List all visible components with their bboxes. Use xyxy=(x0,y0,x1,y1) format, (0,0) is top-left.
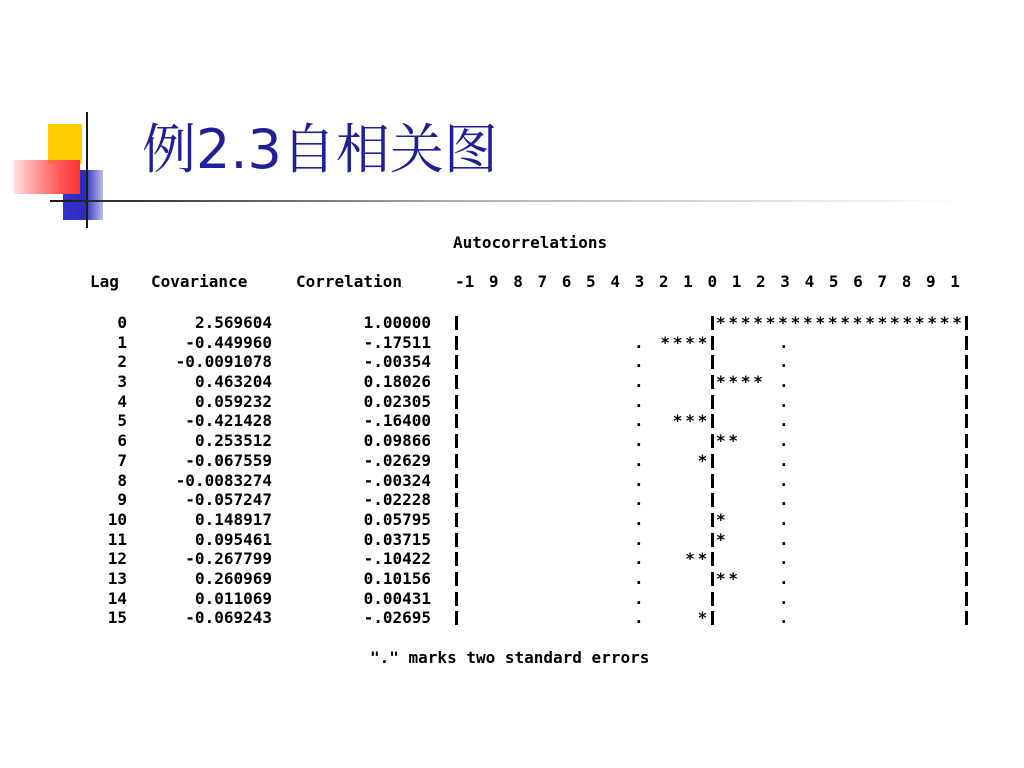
correlation-bar xyxy=(455,608,975,628)
correlation-stars: **** xyxy=(660,332,711,352)
scale-right-edge xyxy=(965,454,968,468)
upper-se-marker: . xyxy=(779,372,789,392)
upper-se-marker: . xyxy=(779,490,789,510)
lag-cell: 7 xyxy=(117,450,127,470)
correlation-bar xyxy=(455,313,975,333)
scale-left-edge xyxy=(455,552,458,566)
upper-se-marker: . xyxy=(779,529,789,549)
lag-cell: 13 xyxy=(107,568,127,588)
zero-line xyxy=(711,375,714,389)
zero-line xyxy=(711,592,714,606)
scale-right-edge xyxy=(965,611,968,625)
correlation-bar xyxy=(455,372,975,392)
scale-left-edge xyxy=(455,414,458,428)
scale-left-edge xyxy=(455,336,458,350)
lower-se-marker: . xyxy=(634,490,644,510)
zero-line xyxy=(711,572,714,586)
scale-left-edge xyxy=(455,533,458,547)
covariance-cell: -0.421428 xyxy=(185,411,272,431)
scale-tick: 4 xyxy=(804,272,815,291)
scale-right-edge xyxy=(965,493,968,507)
correlation-stars: **** xyxy=(716,372,766,392)
correlation-bar xyxy=(455,549,975,569)
zero-line xyxy=(711,355,714,369)
lag-cell: 6 xyxy=(117,431,127,451)
slide-title: 例2.3自相关图 xyxy=(142,118,498,181)
lag-cell: 8 xyxy=(117,470,127,490)
zero-line xyxy=(711,454,714,468)
zero-line xyxy=(711,611,714,625)
lower-se-marker: . xyxy=(634,608,644,628)
lower-se-marker: . xyxy=(634,372,644,392)
correlation-scale xyxy=(455,272,960,291)
lag-cell: 2 xyxy=(117,352,127,372)
zero-line xyxy=(711,395,714,409)
lower-se-marker: . xyxy=(634,352,644,372)
lag-cell: 10 xyxy=(107,509,127,529)
lower-se-marker: . xyxy=(634,332,644,352)
table-row xyxy=(0,569,1024,589)
acf-table xyxy=(0,313,1024,628)
lower-se-marker: . xyxy=(634,529,644,549)
covariance-cell: 0.260969 xyxy=(194,568,272,588)
column-header-lag: Lag xyxy=(90,272,119,291)
table-row xyxy=(0,490,1024,510)
scale-tick: 1 xyxy=(731,272,742,291)
correlation-bar xyxy=(455,569,975,589)
upper-se-marker: . xyxy=(779,450,789,470)
scale-tick: -1 xyxy=(455,272,475,291)
scale-right-edge xyxy=(965,474,968,488)
decor-vertical-line xyxy=(86,112,88,228)
correlation-stars: ** xyxy=(716,431,741,451)
covariance-cell: 0.059232 xyxy=(194,391,272,411)
upper-se-marker: . xyxy=(779,391,789,411)
scale-left-edge xyxy=(455,375,458,389)
table-row xyxy=(0,333,1024,353)
table-row xyxy=(0,313,1024,333)
scale-tick: 9 xyxy=(925,272,936,291)
scale-tick: 2 xyxy=(756,272,766,291)
scale-right-edge xyxy=(965,316,968,330)
scale-right-edge xyxy=(965,414,968,428)
lower-se-marker: . xyxy=(634,568,644,588)
scale-right-edge xyxy=(965,533,968,547)
covariance-cell: 0.253512 xyxy=(194,431,272,451)
scale-tick: 5 xyxy=(828,272,839,291)
covariance-cell: 0.095461 xyxy=(194,529,272,549)
lower-se-marker: . xyxy=(634,411,644,431)
upper-se-marker: . xyxy=(779,568,789,588)
table-row xyxy=(0,549,1024,569)
table-row xyxy=(0,411,1024,431)
decor-red-bar xyxy=(14,160,80,194)
scale-tick: 6 xyxy=(853,272,863,291)
scale-left-edge xyxy=(455,454,458,468)
zero-line xyxy=(711,513,714,527)
lag-cell: 3 xyxy=(117,372,127,392)
zero-line xyxy=(711,552,714,566)
lower-se-marker: . xyxy=(634,391,644,411)
scale-tick: 8 xyxy=(513,272,523,291)
upper-se-marker: . xyxy=(779,470,789,490)
covariance-cell: -0.267799 xyxy=(185,549,272,569)
correlation-cell: 0.18026 xyxy=(363,372,431,392)
lag-cell: 11 xyxy=(107,529,127,549)
zero-line xyxy=(711,474,714,488)
footnote: "." marks two standard errors xyxy=(370,648,650,667)
scale-tick: 6 xyxy=(561,272,572,291)
zero-line xyxy=(711,414,714,428)
table-row xyxy=(0,530,1024,550)
title-underline xyxy=(50,200,970,202)
upper-se-marker: . xyxy=(779,431,789,451)
scale-tick: 3 xyxy=(780,272,790,291)
covariance-cell: -0.449960 xyxy=(185,332,272,352)
upper-se-marker: . xyxy=(779,549,789,569)
scale-tick: 1 xyxy=(683,272,693,291)
lag-cell: 1 xyxy=(117,332,127,352)
correlation-cell: -.02228 xyxy=(363,490,431,510)
covariance-cell: 2.569604 xyxy=(194,313,272,332)
correlation-bar xyxy=(455,392,975,412)
scale-tick: 0 xyxy=(707,272,718,291)
correlation-cell: 0.09866 xyxy=(363,431,431,451)
scale-tick: 7 xyxy=(877,272,888,291)
covariance-cell: -0.067559 xyxy=(185,450,272,470)
table-row xyxy=(0,589,1024,609)
scale-tick: 8 xyxy=(901,272,912,291)
lower-se-marker: . xyxy=(634,509,644,529)
scale-left-edge xyxy=(455,355,458,369)
table-row xyxy=(0,392,1024,412)
scale-tick: 5 xyxy=(586,272,596,291)
correlation-stars: * xyxy=(697,450,711,470)
upper-se-marker: . xyxy=(779,352,789,372)
scale-right-edge xyxy=(965,375,968,389)
lag-cell: 9 xyxy=(117,490,127,510)
lag-cell: 12 xyxy=(107,549,127,569)
covariance-cell: 0.463204 xyxy=(194,372,272,392)
correlation-stars: * xyxy=(716,509,729,529)
autocorrelations-heading: Autocorrelations xyxy=(453,233,608,252)
scale-left-edge xyxy=(455,316,458,330)
table-row xyxy=(0,510,1024,530)
correlation-bar xyxy=(455,471,975,491)
correlation-cell: 0.05795 xyxy=(363,509,431,529)
lower-se-marker: . xyxy=(634,549,644,569)
correlation-cell: -.16400 xyxy=(363,411,431,431)
lower-se-marker: . xyxy=(634,431,644,451)
correlation-bar xyxy=(455,589,975,609)
scale-right-edge xyxy=(965,355,968,369)
scale-left-edge xyxy=(455,474,458,488)
correlation-cell: -.02629 xyxy=(363,450,431,470)
covariance-cell: 0.148917 xyxy=(194,509,272,529)
lower-se-marker: . xyxy=(634,470,644,490)
correlation-cell: -.02695 xyxy=(363,608,431,628)
correlation-stars: ** xyxy=(685,549,711,569)
correlation-cell: -.17511 xyxy=(363,332,431,352)
lag-cell: 15 xyxy=(107,608,127,628)
zero-line xyxy=(711,533,714,547)
correlation-stars: ******************** xyxy=(716,313,965,332)
correlation-bar xyxy=(455,530,975,550)
correlation-cell: 0.03715 xyxy=(363,529,431,549)
zero-line xyxy=(711,336,714,350)
lower-se-marker: . xyxy=(634,450,644,470)
correlation-bar xyxy=(455,352,975,372)
covariance-cell: 0.011069 xyxy=(194,588,272,608)
column-header-correlation: Correlation xyxy=(296,272,402,291)
scale-left-edge xyxy=(455,572,458,586)
correlation-stars: *** xyxy=(672,411,711,431)
scale-left-edge xyxy=(455,395,458,409)
scale-left-edge xyxy=(455,434,458,448)
lag-cell: 14 xyxy=(107,588,127,608)
correlation-cell: -.10422 xyxy=(363,549,431,569)
scale-right-edge xyxy=(965,572,968,586)
table-row xyxy=(0,608,1024,628)
correlation-cell: 0.00431 xyxy=(363,588,431,608)
column-header-covariance: Covariance xyxy=(151,272,248,291)
scale-left-edge xyxy=(455,513,458,527)
correlation-bar xyxy=(455,451,975,471)
scale-tick: 7 xyxy=(537,272,548,291)
correlation-cell: -.00324 xyxy=(363,470,431,490)
lag-cell: 4 xyxy=(117,391,127,411)
covariance-cell: -0.069243 xyxy=(185,608,272,628)
correlation-bar xyxy=(455,510,975,530)
table-row xyxy=(0,431,1024,451)
correlation-cell: -.00354 xyxy=(363,352,431,372)
upper-se-marker: . xyxy=(779,509,789,529)
covariance-cell: -0.057247 xyxy=(185,490,272,510)
scale-tick: 4 xyxy=(610,272,620,291)
correlation-bar xyxy=(455,490,975,510)
upper-se-marker: . xyxy=(779,588,789,608)
table-row xyxy=(0,372,1024,392)
zero-line xyxy=(711,434,714,448)
scale-left-edge xyxy=(455,592,458,606)
scale-tick: 2 xyxy=(658,272,669,291)
scale-tick: 9 xyxy=(488,272,499,291)
table-row xyxy=(0,451,1024,471)
correlation-stars: * xyxy=(716,529,729,549)
correlation-cell: 1.00000 xyxy=(363,313,431,332)
correlation-cell: 0.02305 xyxy=(363,391,431,411)
covariance-cell: -0.0083274 xyxy=(175,470,272,490)
scale-tick: 3 xyxy=(634,272,645,291)
scale-right-edge xyxy=(965,513,968,527)
upper-se-marker: . xyxy=(779,332,789,352)
decor-yellow-square xyxy=(48,124,82,164)
scale-right-edge xyxy=(965,395,968,409)
scale-right-edge xyxy=(965,552,968,566)
scale-left-edge xyxy=(455,493,458,507)
scale-right-edge xyxy=(965,592,968,606)
lag-cell: 0 xyxy=(117,313,127,332)
upper-se-marker: . xyxy=(779,411,789,431)
correlation-bar xyxy=(455,411,975,431)
correlation-bar xyxy=(455,333,975,353)
scale-tick: 1 xyxy=(950,272,960,291)
correlation-bar xyxy=(455,431,975,451)
scale-left-edge xyxy=(455,611,458,625)
table-row xyxy=(0,352,1024,372)
scale-right-edge xyxy=(965,434,968,448)
lag-cell: 5 xyxy=(117,411,127,431)
zero-line xyxy=(711,316,714,330)
correlation-stars: ** xyxy=(716,568,741,588)
correlation-cell: 0.10156 xyxy=(363,568,431,588)
scale-right-edge xyxy=(965,336,968,350)
lower-se-marker: . xyxy=(634,588,644,608)
zero-line xyxy=(711,493,714,507)
covariance-cell: -0.0091078 xyxy=(175,352,272,372)
upper-se-marker: . xyxy=(779,608,789,628)
table-row xyxy=(0,471,1024,491)
correlation-stars: * xyxy=(697,608,711,628)
